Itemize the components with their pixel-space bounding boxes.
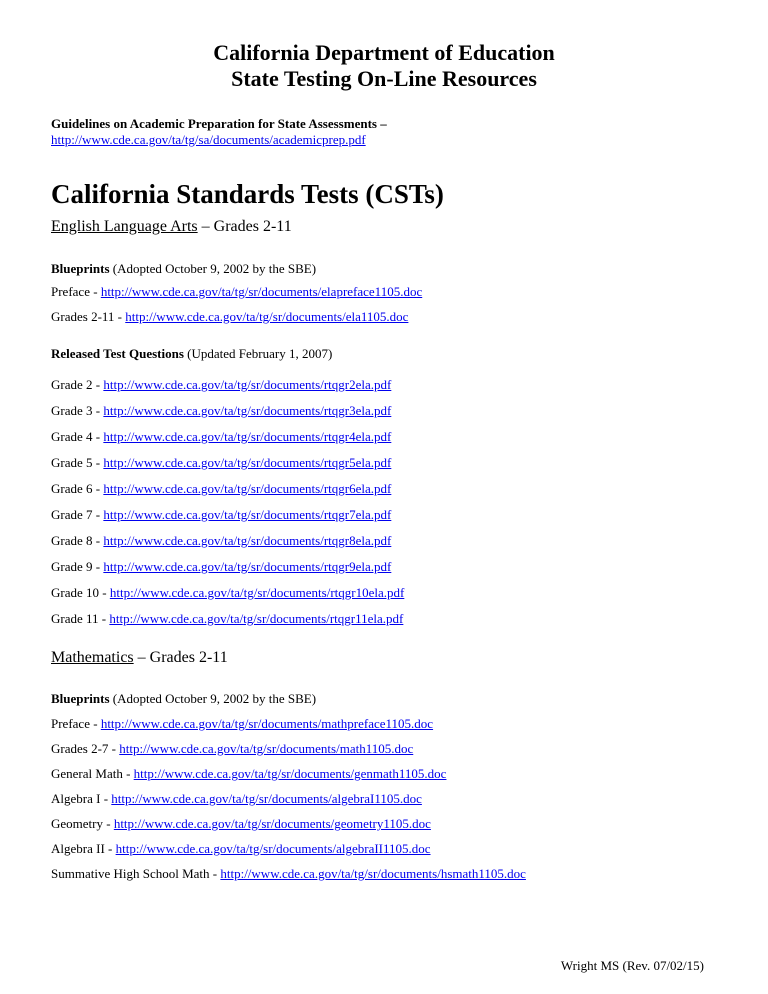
- link-label: Summative High School Math -: [51, 866, 221, 881]
- link-label: Preface -: [51, 716, 101, 731]
- ela-released-label: Released Test Questions: [51, 346, 184, 361]
- math-hsmath-link[interactable]: http://www.cde.ca.gov/ta/tg/sr/documents/hsmath1105.doc: [220, 866, 526, 881]
- math-blueprints-label: Blueprints: [51, 691, 110, 706]
- link-label: General Math -: [51, 766, 134, 781]
- math-subject-name: Mathematics: [51, 649, 134, 666]
- ela-grades-link[interactable]: http://www.cde.ca.gov/ta/tg/sr/documents/ela1105.doc: [125, 309, 409, 324]
- guidelines-link[interactable]: http://www.cde.ca.gov/ta/tg/sa/documents/academicprep.pdf: [51, 132, 366, 147]
- math-blueprint-item: [51, 716, 433, 732]
- ela-released-item: [51, 585, 404, 601]
- ela-released-item: [51, 429, 391, 445]
- math-blueprint-item: [51, 816, 431, 832]
- math-grades: – Grades 2-11: [133, 649, 228, 666]
- link-label: Grades 2-11 -: [51, 309, 126, 324]
- link-label: Algebra I -: [51, 791, 112, 806]
- guidelines-block: [51, 116, 387, 148]
- ela-grade7-link[interactable]: http://www.cde.ca.gov/ta/tg/sr/documents/rtqgr7ela.pdf: [103, 507, 392, 522]
- link-label: Grades 2-7 -: [51, 741, 120, 756]
- math-general-link[interactable]: http://www.cde.ca.gov/ta/tg/sr/documents/genmath1105.doc: [133, 766, 447, 781]
- ela-preface-link[interactable]: http://www.cde.ca.gov/ta/tg/sr/documents/elapreface1105.doc: [100, 284, 423, 299]
- ela-grade5-link[interactable]: http://www.cde.ca.gov/ta/tg/sr/documents/rtqgr5ela.pdf: [103, 455, 392, 470]
- ela-released-item: [51, 507, 391, 523]
- ela-released-item: [51, 455, 391, 471]
- link-label: Grade 4 -: [51, 429, 104, 444]
- ela-released-item: [51, 403, 391, 419]
- ela-grade10-link[interactable]: http://www.cde.ca.gov/ta/tg/sr/documents/rtqgr10ela.pdf: [109, 585, 405, 600]
- math-algebra1-link[interactable]: http://www.cde.ca.gov/ta/tg/sr/documents/algebraI1105.doc: [111, 791, 422, 806]
- ela-grade4-link[interactable]: http://www.cde.ca.gov/ta/tg/sr/documents/rtqgr4ela.pdf: [103, 429, 392, 444]
- link-label: Grade 8 -: [51, 533, 104, 548]
- ela-grade2-link[interactable]: http://www.cde.ca.gov/ta/tg/sr/documents/rtqgr2ela.pdf: [103, 377, 392, 392]
- ela-grade8-link[interactable]: http://www.cde.ca.gov/ta/tg/sr/documents/rtqgr8ela.pdf: [103, 533, 392, 548]
- link-label: Geometry -: [51, 816, 114, 831]
- math-preface-link[interactable]: http://www.cde.ca.gov/ta/tg/sr/documents/mathpreface1105.doc: [100, 716, 434, 731]
- ela-released-item: [51, 559, 391, 575]
- revision-footer: Wright MS (Rev. 07/02/15): [560, 958, 704, 973]
- math-blueprints-heading: [51, 691, 316, 707]
- math-blueprint-item: [51, 841, 431, 857]
- page-title: California Department of Education: [213, 40, 555, 65]
- link-label: Grade 7 -: [51, 507, 104, 522]
- link-label: Grade 5 -: [51, 455, 104, 470]
- ela-blueprint-item: [51, 284, 422, 300]
- ela-released-heading: [51, 346, 332, 362]
- section-title: California Standards Tests (CSTs): [51, 179, 444, 209]
- ela-grade9-link[interactable]: http://www.cde.ca.gov/ta/tg/sr/documents/rtqgr9ela.pdf: [103, 559, 392, 574]
- ela-blueprint-item: [51, 309, 408, 325]
- ela-blueprints-note: (Adopted October 9, 2002 by the SBE): [109, 261, 317, 276]
- math-blueprint-item: [51, 741, 413, 757]
- ela-heading: [51, 217, 292, 237]
- link-label: Grade 11 -: [51, 611, 110, 626]
- ela-grade3-link[interactable]: http://www.cde.ca.gov/ta/tg/sr/documents/rtqgr3ela.pdf: [103, 403, 392, 418]
- ela-subject-name: English Language Arts: [51, 218, 198, 235]
- ela-released-item: [51, 377, 391, 393]
- link-label: Grade 10 -: [51, 585, 110, 600]
- ela-released-note: (Updated February 1, 2007): [183, 346, 333, 361]
- link-label: Grade 6 -: [51, 481, 104, 496]
- ela-released-item: [51, 611, 403, 627]
- ela-grade11-link[interactable]: http://www.cde.ca.gov/ta/tg/sr/documents/rtqgr11ela.pdf: [109, 611, 404, 626]
- ela-released-item: [51, 481, 391, 497]
- math-algebra2-link[interactable]: http://www.cde.ca.gov/ta/tg/sr/documents/algebraII1105.doc: [115, 841, 431, 856]
- math-geometry-link[interactable]: http://www.cde.ca.gov/ta/tg/sr/documents/geometry1105.doc: [113, 816, 431, 831]
- link-label: Algebra II -: [51, 841, 116, 856]
- ela-grades: – Grades 2-11: [197, 218, 292, 235]
- link-label: Grade 2 -: [51, 377, 104, 392]
- ela-grade6-link[interactable]: http://www.cde.ca.gov/ta/tg/sr/documents/rtqgr6ela.pdf: [103, 481, 392, 496]
- math-heading: [51, 648, 228, 668]
- link-label: Grade 3 -: [51, 403, 104, 418]
- link-label: Preface -: [51, 284, 101, 299]
- link-label: Grade 9 -: [51, 559, 104, 574]
- page-subtitle: State Testing On-Line Resources: [231, 66, 537, 91]
- guidelines-title: Guidelines on Academic Preparation for State Assessments –: [51, 116, 387, 131]
- math-blueprints-note: (Adopted October 9, 2002 by the SBE): [109, 691, 317, 706]
- ela-released-item: [51, 533, 391, 549]
- ela-blueprints-label: Blueprints: [51, 261, 110, 276]
- math-blueprint-item: [51, 791, 422, 807]
- math-grades27-link[interactable]: http://www.cde.ca.gov/ta/tg/sr/documents/math1105.doc: [119, 741, 414, 756]
- math-blueprint-item: [51, 766, 446, 782]
- ela-blueprints-heading: [51, 261, 316, 277]
- math-blueprint-item: [51, 866, 526, 882]
